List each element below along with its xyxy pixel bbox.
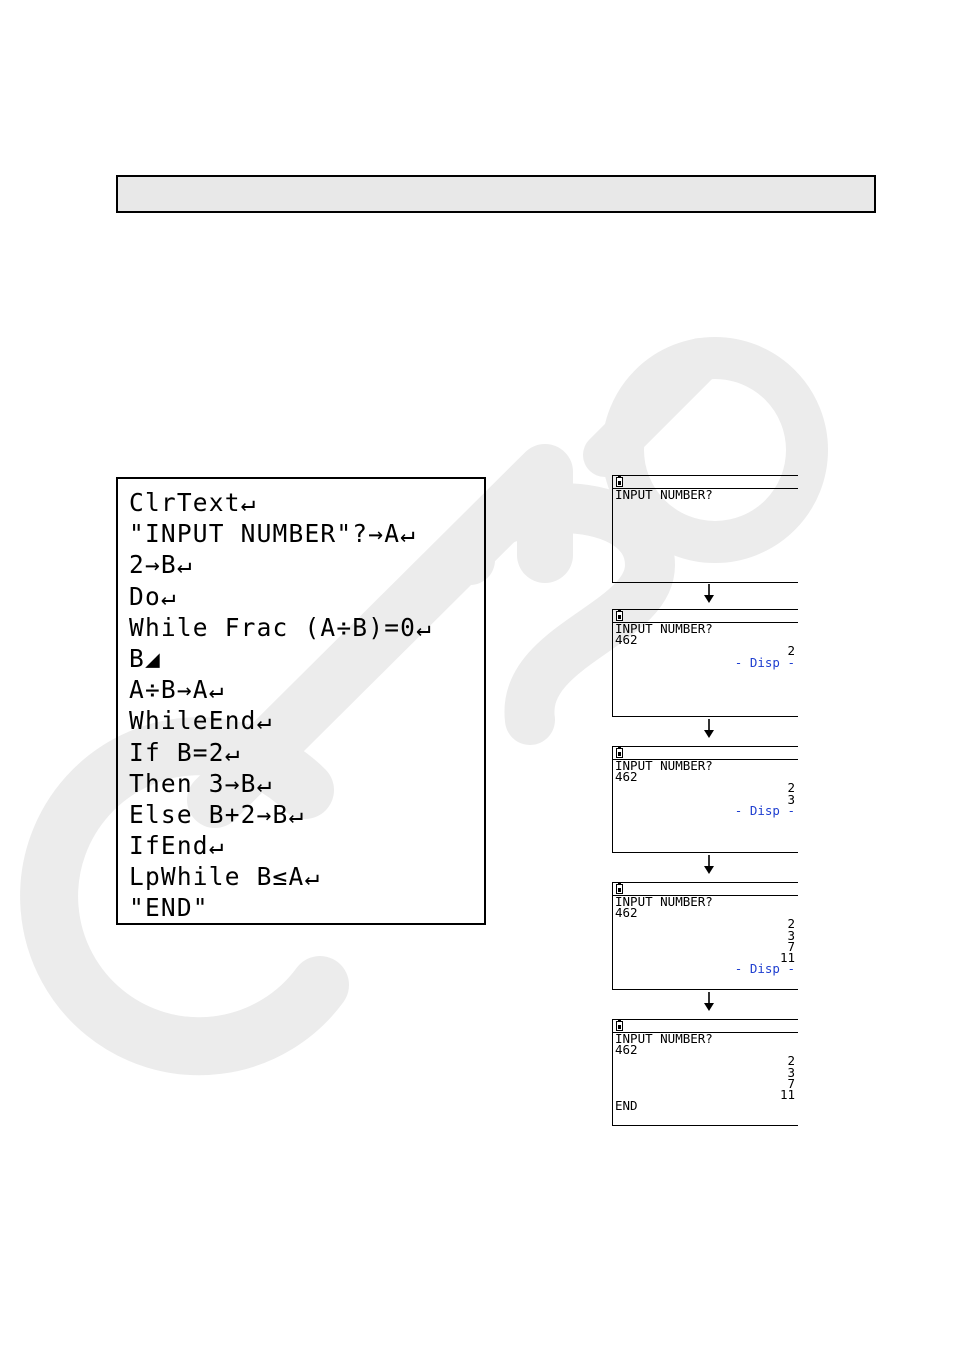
- code-line: WhileEnd↵: [129, 706, 273, 736]
- code-line: B◢: [129, 643, 161, 673]
- screen-prompt: INPUT NUMBER?: [615, 1031, 713, 1046]
- section-header-bar: [116, 175, 876, 213]
- code-line: "END": [129, 893, 209, 923]
- code-line: LpWhile B≤A↵: [129, 862, 321, 892]
- status-bar: [613, 747, 798, 760]
- screen-prompt: INPUT NUMBER?: [615, 758, 713, 773]
- screen-input: 462: [615, 1042, 638, 1058]
- status-bar: [613, 1020, 798, 1033]
- disp-indicator: - Disp -: [734, 802, 795, 818]
- disp-indicator: - Disp -: [734, 654, 795, 670]
- arrow-down-icon: [702, 992, 716, 1012]
- screen-result: 3: [787, 1064, 795, 1080]
- disp-indicator: - Disp -: [734, 961, 795, 977]
- screen-result: 3: [787, 927, 795, 943]
- calculator-screen-5: [612, 1019, 798, 1126]
- arrow-down-icon: [702, 584, 716, 604]
- program-listing: [116, 477, 486, 925]
- screen-result: 3: [787, 791, 795, 807]
- battery-icon: [616, 477, 623, 487]
- status-bar: [613, 476, 798, 489]
- screen-input: 462: [615, 769, 638, 785]
- screen-input: 462: [615, 632, 638, 648]
- code-line: If B=2↵: [129, 737, 241, 767]
- calculator-screen-3: [612, 746, 798, 853]
- screen-result: 11: [779, 949, 795, 965]
- code-line: While Frac (A÷B)=0↵: [129, 612, 433, 642]
- screen-input: 462: [615, 905, 638, 921]
- status-bar: [613, 610, 798, 623]
- screen-prompt: INPUT NUMBER?: [615, 487, 713, 502]
- screen-result: 2: [787, 643, 795, 659]
- code-line: A÷B→A↵: [129, 675, 225, 705]
- calculator-screen-1: [612, 475, 798, 583]
- code-line: IfEnd↵: [129, 831, 225, 861]
- screen-prompt: INPUT NUMBER?: [615, 894, 713, 909]
- code-line: "INPUT NUMBER"?→A↵: [129, 519, 417, 549]
- screen-result: 7: [787, 1075, 795, 1091]
- screen-result: 11: [779, 1086, 795, 1102]
- code-line: ClrText↵: [129, 488, 257, 517]
- screen-end-text: END: [615, 1098, 638, 1114]
- battery-icon: [616, 884, 623, 894]
- arrow-down-icon: [702, 719, 716, 739]
- status-bar: [613, 883, 798, 896]
- code-line: Else B+2→B↵: [129, 799, 305, 829]
- arrow-down-icon: [702, 855, 716, 875]
- calculator-screen-4: [612, 882, 798, 990]
- screen-result: 7: [787, 938, 795, 954]
- code-line: Then 3→B↵: [129, 768, 273, 798]
- battery-icon: [616, 611, 623, 621]
- code-line: Do↵: [129, 581, 177, 611]
- screen-result: 2: [787, 1053, 795, 1069]
- code-line: 2→B↵: [129, 550, 193, 580]
- screen-result: 2: [787, 780, 795, 796]
- calculator-screen-2: [612, 609, 798, 717]
- screen-result: 2: [787, 916, 795, 932]
- battery-icon: [616, 1021, 623, 1031]
- battery-icon: [616, 748, 623, 758]
- screen-prompt: INPUT NUMBER?: [615, 621, 713, 636]
